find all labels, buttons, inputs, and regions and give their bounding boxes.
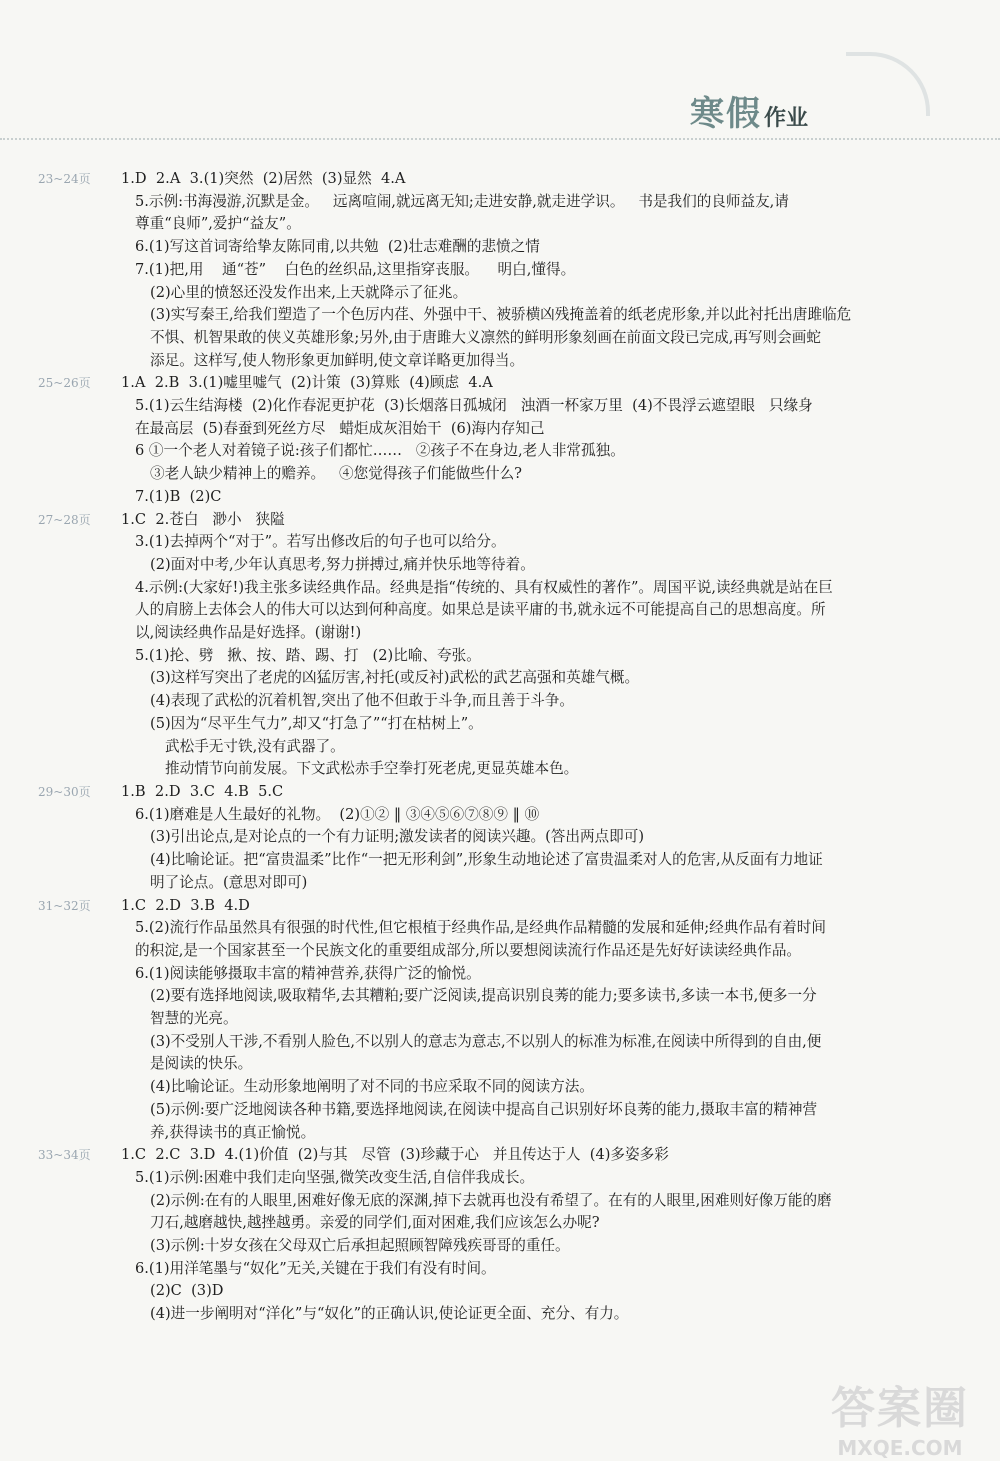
answer-text: (5)因为“尽平生气力”,却又“打急了”“打在枯树上”。 — [150, 714, 483, 732]
answer-text: 的积淀,是一个国家甚至一个民族文化的重要组成部分,所以要想阅读流行作品还是先好好读读经典作品。 — [135, 941, 802, 959]
header-title-small: 作业 — [764, 106, 809, 131]
answer-text: (2)要有选择地阅读,吸取精华,去其糟粕;要广泛阅读,提高识别良莠的能力;要多读书,多读一本书,便多一分 — [150, 987, 817, 1005]
answer-text: 5.(1)示例:困难中我们走向坚强,微笑改变生活,自信伴我成长。 — [135, 1168, 535, 1186]
page-range-label: 33~34页 — [38, 1148, 91, 1163]
answer-text: 4.示例:(大家好!)我主张多读经典作品。经典是指“传统的、具有权威性的著作”。周国平说,读经典就是站在巨 — [135, 578, 833, 596]
answer-line — [38, 486, 968, 509]
answer-line — [38, 531, 968, 554]
answer-line — [38, 1031, 968, 1054]
watermark-logo: 答案圈 — [831, 1383, 969, 1434]
header-title-big: 寒假 — [690, 94, 762, 134]
answer-line — [38, 1212, 968, 1235]
answer-line — [38, 667, 968, 690]
answer-line — [38, 282, 968, 305]
answer-text: 添足。这样写,使人物形象更加鲜明,使文章详略更加得当。 — [150, 351, 525, 369]
answer-line — [38, 1235, 968, 1258]
answer-line — [38, 963, 968, 986]
answer-text: (3)实写秦王,给我们塑造了一个色厉内荏、外强中干、被骄横凶残掩盖着的纸老虎形象,并以此衬托出唐雎临危 — [150, 306, 852, 324]
answer-text: (2)面对中考,少年认真思考,努力拼搏过,痛并快乐地等待着。 — [150, 555, 535, 573]
answer-line — [38, 304, 968, 327]
answer-text: (4)比喻论证。生动形象地阐明了对不同的书应采取不同的阅读方法。 — [150, 1078, 594, 1096]
answer-line — [38, 1303, 968, 1326]
answer-text: 尊重“良师”,爱护“益友”。 — [135, 215, 301, 233]
answer-line — [38, 804, 968, 827]
answer-line — [38, 236, 968, 259]
page-range-label: 23~24页 — [38, 172, 91, 186]
answer-text: 是阅读的快乐。 — [150, 1055, 253, 1073]
page-range-label: 27~28页 — [38, 512, 91, 527]
answer-line — [38, 713, 968, 736]
answer-text: 3.(1)去掉两个“对于”。若写出修改后的句子也可以给分。 — [135, 533, 506, 551]
page-range-label: 31~32页 — [38, 898, 91, 913]
answer-text: 智慧的光亮。 — [150, 1010, 238, 1028]
answer-line — [38, 1122, 968, 1145]
answer-line — [38, 1190, 968, 1213]
answer-text: 以,阅读经典作品是好选择。(谢谢!) — [135, 624, 362, 642]
answer-line — [38, 645, 968, 668]
answer-line — [38, 781, 968, 804]
answer-line — [38, 622, 968, 645]
watermark-url: MXQE.COM — [837, 1436, 963, 1460]
answer-text: 养,获得读书的真正愉悦。 — [150, 1123, 316, 1141]
answer-line — [38, 350, 968, 373]
answer-line — [38, 872, 968, 895]
answer-text: 刀石,越磨越快,越挫越勇。亲爱的同学们,面对困难,我们应该怎么办呢? — [150, 1214, 600, 1232]
answer-line — [38, 554, 968, 577]
answer-text: (2)心里的愤怒还没发作出来,上天就降示了征兆。 — [150, 283, 468, 301]
answer-line — [38, 736, 968, 759]
answer-line — [38, 917, 968, 940]
answer-line — [38, 1144, 968, 1167]
answer-text: (4)表现了武松的沉着机智,突出了他不但敢于斗争,而且善于斗争。 — [150, 692, 574, 710]
answer-text: 5.示例:书海漫游,沉默是金。 远离喧闹,就远离无知;走进安静,就走进学识。 书是我们的良师益友,请 — [135, 192, 789, 210]
answer-line — [38, 1167, 968, 1190]
answer-text: 1.D 2.A 3.(1)突然 (2)居然 (3)显然 4.A — [121, 170, 406, 187]
answer-line — [38, 440, 968, 463]
answer-text: ③老人缺少精神上的赡养。 ④您觉得孩子们能做些什么? — [150, 465, 522, 483]
answer-text: 1.C 2.C 3.D 4.(1)价值 (2)与其 尽管 (3)珍藏于心 并且传达于人 (4)多姿多彩 — [121, 1146, 669, 1164]
page-range-label: 25~26页 — [38, 376, 91, 391]
answer-line — [38, 168, 968, 191]
answer-line — [38, 940, 968, 963]
answer-text: (4)比喻论证。把“富贵温柔”比作“一把无形利剑”,形象生动地论述了富贵温柔对人的危害,从反面有力地证 — [150, 851, 823, 869]
answer-line — [38, 895, 968, 918]
answer-line — [38, 1076, 968, 1099]
answer-line — [38, 395, 968, 418]
answer-line — [38, 1258, 968, 1281]
answer-text: (2)示例:在有的人眼里,困难好像无底的深渊,掉下去就再也没有希望了。在有的人眼里,困难则好像万能的磨 — [150, 1191, 832, 1209]
answer-text: (4)进一步阐明对“洋化”与“奴化”的正确认识,使论证更全面、充分、有力。 — [150, 1305, 629, 1323]
answer-text: 推动情节向前发展。下文武松赤手空拳打死老虎,更显英雄本色。 — [165, 760, 579, 778]
answer-text: 1.A 2.B 3.(1)嘘里嘘气 (2)计策 (3)算账 (4)顾虑 4.A — [121, 374, 493, 392]
answer-line — [38, 758, 968, 781]
answer-line — [38, 259, 968, 282]
answer-text: 5.(2)流行作品虽然具有很强的时代性,但它根植于经典作品,是经典作品精髓的发展和延伸;经典作品有着时间 — [135, 919, 826, 937]
answer-line — [38, 191, 968, 214]
answer-text: (2)C (3)D — [150, 1282, 224, 1300]
answer-text: 7.(1)把,用 通“苍” 白色的丝织品,这里指穿丧服。 明白,懂得。 — [135, 260, 576, 278]
answer-line — [38, 826, 968, 849]
answer-text: 人的肩膀上去体会人的伟大可以达到何种高度。如果总是读平庸的书,就永远不可能提高自己的思想高度。所 — [135, 601, 826, 619]
answer-line — [38, 1099, 968, 1122]
answer-text: 6.(1)写这首词寄给挚友陈同甫,以共勉 (2)壮志难酬的悲愤之情 — [135, 238, 540, 256]
answer-line — [38, 849, 968, 872]
answer-text: 明了论点。(意思对即可) — [150, 873, 308, 891]
header-swoosh-decoration — [846, 52, 930, 116]
answer-line — [38, 577, 968, 600]
answer-content — [38, 168, 968, 1326]
answer-text: 7.(1)B (2)C — [135, 487, 222, 505]
page-range-label: 29~30页 — [38, 784, 91, 799]
answer-line — [38, 599, 968, 622]
answer-line — [38, 463, 968, 486]
watermark — [820, 1372, 980, 1460]
answer-line — [38, 1053, 968, 1076]
page-header-title — [690, 86, 808, 135]
answer-text: 1.C 2.D 3.B 4.D — [121, 896, 250, 914]
answer-text: 5.(1)云生结海楼 (2)化作春泥更护花 (3)长烟落日孤城闭 浊酒一杯家万里 (4)不畏浮云遮望眼 只缘身 — [135, 397, 813, 415]
answer-text: 6.(1)用洋笔墨与“奴化”无关,关键在于我们有没有时间。 — [135, 1259, 496, 1277]
answer-text: 6 ①一个老人对着镜子说:孩子们都忙…… ②孩子不在身边,老人非常孤独。 — [135, 442, 625, 460]
answer-text: 1.C 2.苍白 渺小 狭隘 — [121, 510, 285, 528]
answer-line — [38, 690, 968, 713]
answer-line — [38, 509, 968, 532]
answer-text: 1.B 2.D 3.C 4.B 5.C — [121, 782, 284, 800]
answer-text: (3)引出论点,是对论点的一个有力证明;激发读者的阅读兴趣。(答出两点即可) — [150, 828, 645, 846]
answer-text: 武松手无寸铁,没有武器了。 — [165, 737, 345, 755]
answer-line — [38, 985, 968, 1008]
header-divider — [0, 138, 1000, 140]
answer-text: 不惧、机智果敢的侠义英雄形象;另外,由于唐雎大义凛然的鲜明形象刻画在前面文段已完成,再写则会画蛇 — [150, 328, 821, 346]
answer-text: 在最高层 (5)春蚕到死丝方尽 蜡炬成灰泪始干 (6)海内存知己 — [135, 419, 545, 437]
answer-text: 5.(1)抡、劈 揪、按、踏、踢、打 (2)比喻、夸张。 — [135, 646, 481, 664]
answer-text: (3)这样写突出了老虎的凶猛厉害,衬托(或反衬)武松的武艺高强和英雄气概。 — [150, 669, 640, 687]
answer-line — [38, 372, 968, 395]
answer-line — [38, 213, 968, 236]
answer-text: (3)不受别人干涉,不看别人脸色,不以别人的意志为意志,不以别人的标准为标准,在阅读中所得到的自由,便 — [150, 1032, 822, 1050]
answer-line — [38, 327, 968, 350]
answer-text: 6.(1)磨难是人生最好的礼物。 (2)①② ‖ ③④⑤⑥⑦⑧⑨ ‖ ⑩ — [135, 805, 540, 823]
answer-text: (5)示例:要广泛地阅读各种书籍,要选择地阅读,在阅读中提高自己识别好坏良莠的能力,摄取丰富的精神营 — [150, 1100, 818, 1118]
answer-line — [38, 1008, 968, 1031]
answer-text: 6.(1)阅读能够摄取丰富的精神营养,获得广泛的愉悦。 — [135, 964, 481, 982]
answer-line — [38, 418, 968, 441]
answer-line — [38, 1280, 968, 1303]
answer-text: (3)示例:十岁女孩在父母双亡后承担起照顾智障残疾哥哥的重任。 — [150, 1237, 570, 1255]
